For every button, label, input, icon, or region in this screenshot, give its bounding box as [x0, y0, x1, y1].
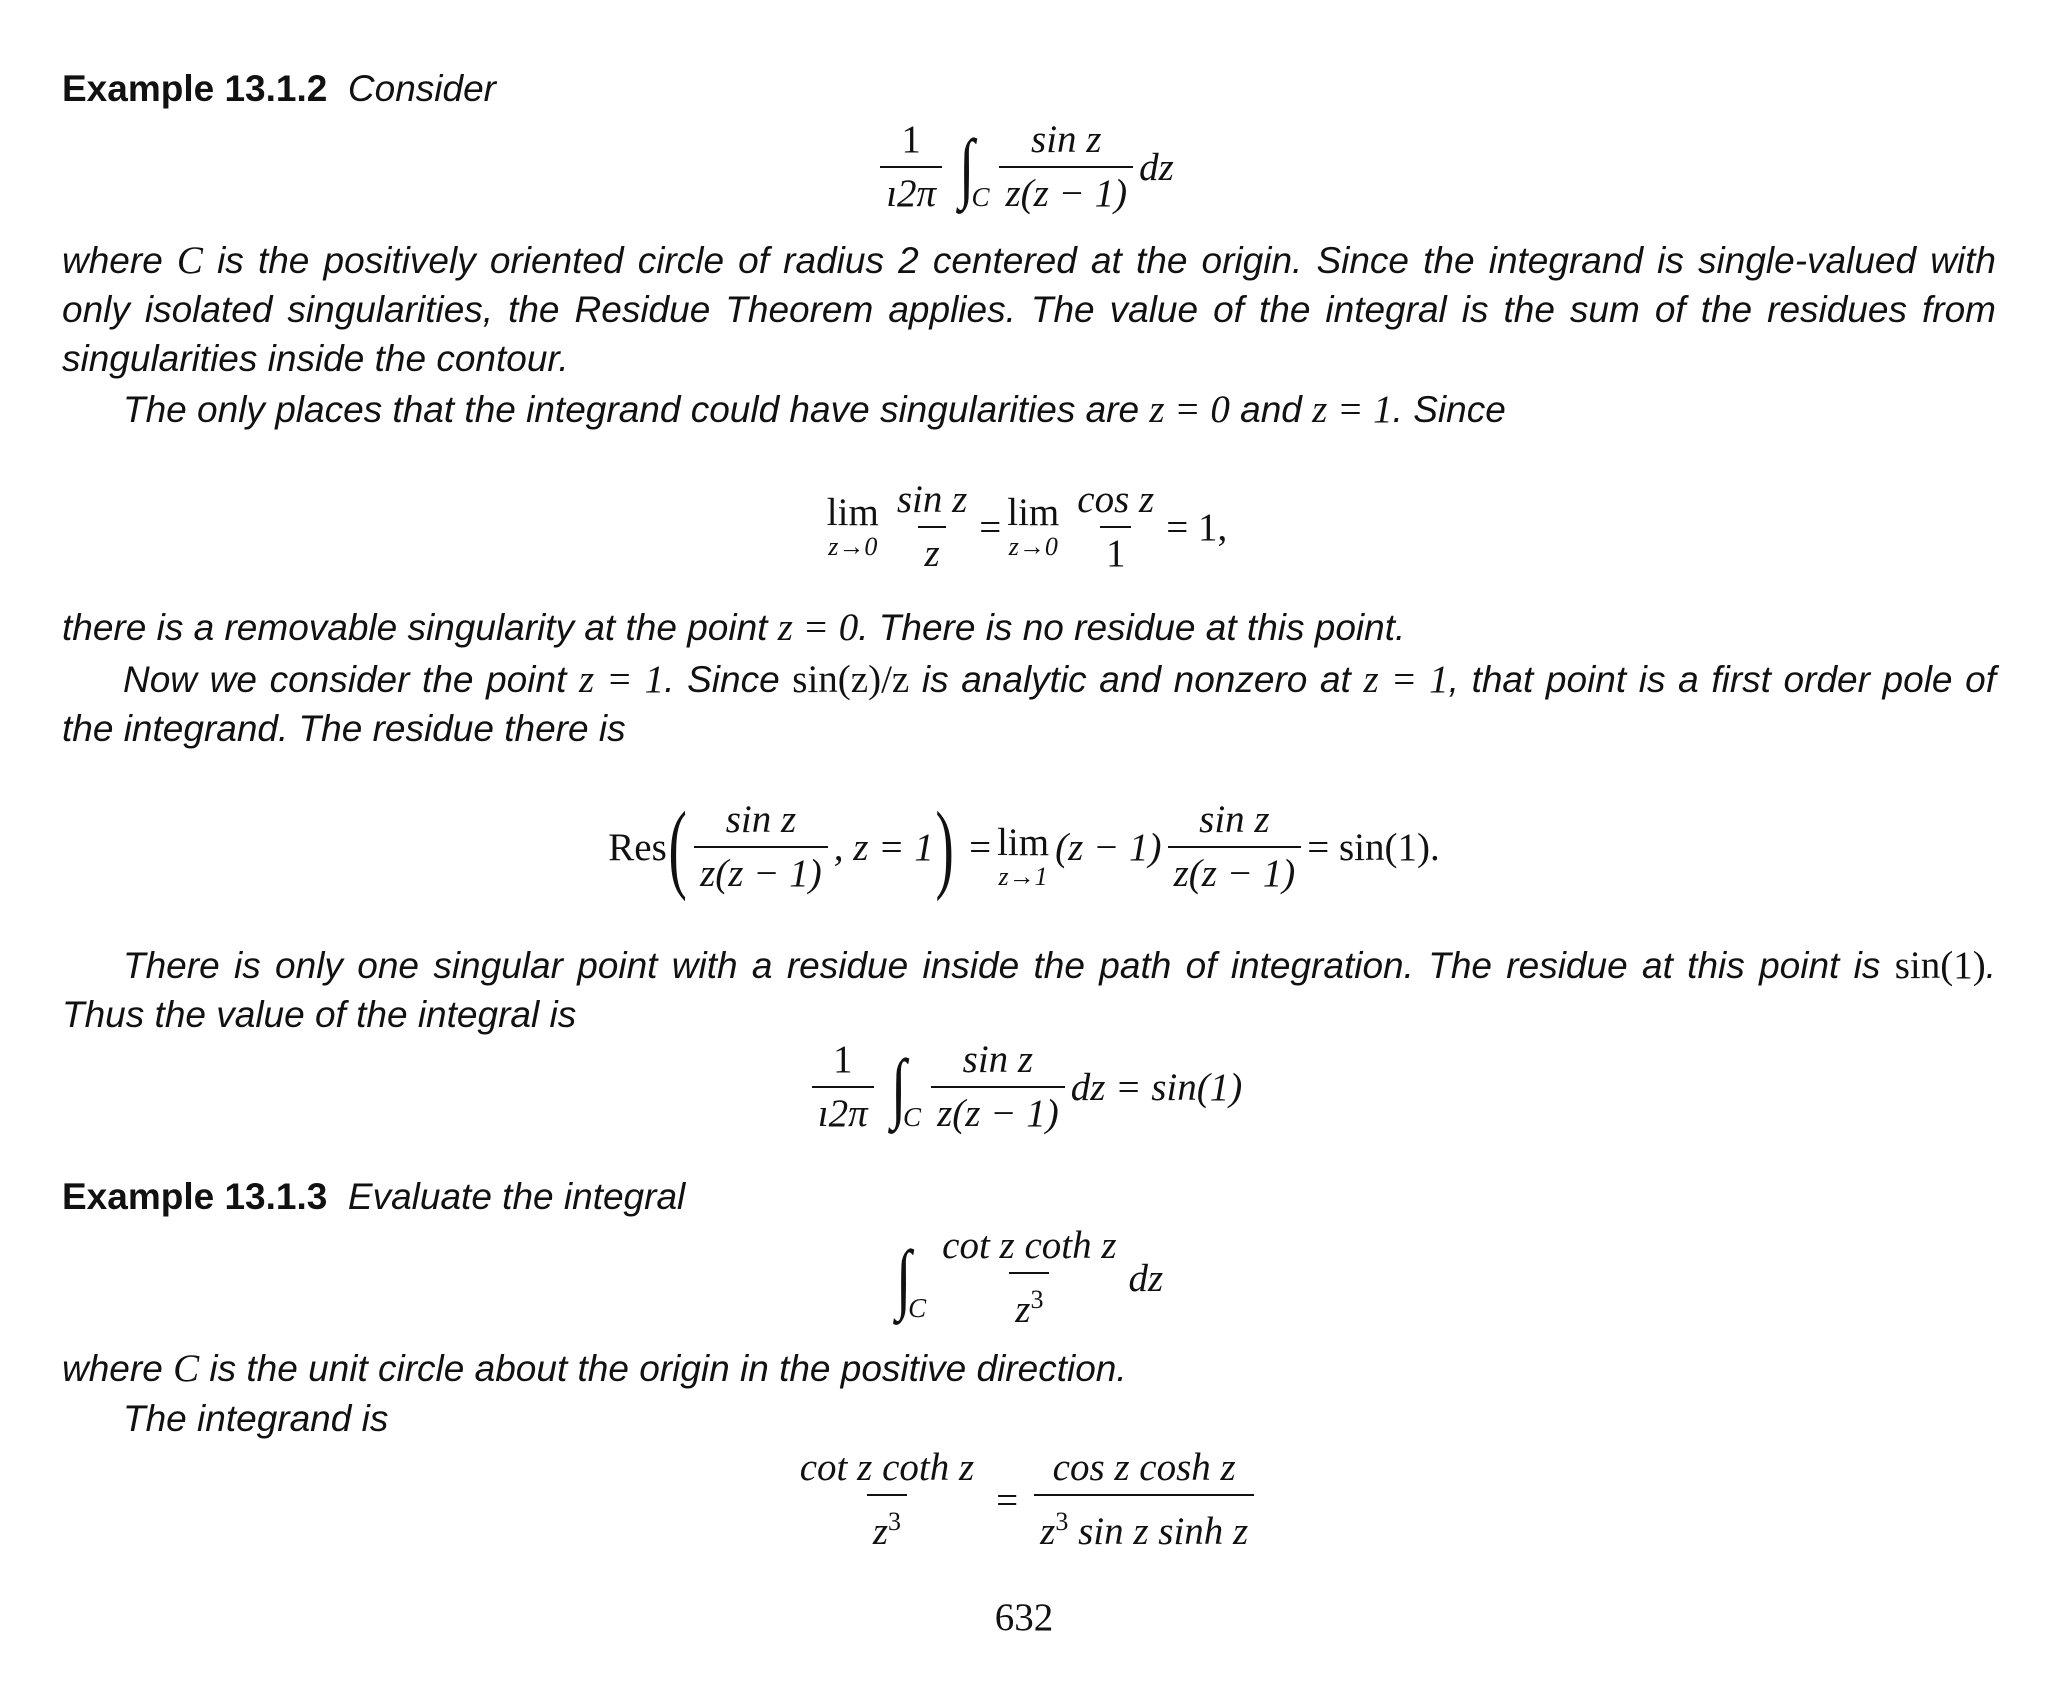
limit-fraction-2: $\frac{\text{cos z}}{1}$	[1077, 478, 1155, 575]
cot-coth-integral-sign: ∫ C	[895, 1234, 927, 1323]
page-number: 632	[994, 1596, 1054, 1639]
pole-factor: (z − 1)	[1055, 825, 1162, 869]
paragraph-unit-circle: where C is the unit circle about the origin in the positive direction.	[62, 1347, 1127, 1390]
residue-point: , z = 1	[833, 825, 934, 869]
paragraph-removable-singularity: there is a removable singularity at the point z = 0. There is no residue at this point.	[62, 606, 1406, 649]
final-contour-integral-sign: ∫ C	[890, 1043, 922, 1132]
limit-operator-3: lim z→1	[997, 821, 1050, 891]
differential: dz	[1139, 145, 1174, 189]
one-over-i2pi: $\frac{1}{ı2\pi}$	[880, 118, 942, 216]
limit-result: = 1,	[1166, 505, 1228, 549]
residue-operator: Res	[608, 825, 667, 869]
paragraph-singularities: The only places that the integrand could have singularities are z = 0 and z = 1. Since	[123, 388, 1506, 431]
equals-sign: =	[979, 505, 1002, 549]
cot-coth-fraction: $\frac{\text{cot z coth z}}{z^3}$	[942, 1224, 1117, 1331]
residue-equation	[0, 787, 2048, 907]
paragraph-first-order-pole: Now we consider the point z = 1. Since sin(z)/z is analytic and nonzero at z = 1, that point is a first order pole of the integrand. The residue there is	[62, 658, 1996, 749]
paragraph-value-of-integral: There is only one singular point with a residue inside the path of integration. The residue at this point is sin(1). Thus the value of the integral is	[62, 944, 1996, 1035]
final-result: dz = sin(1)	[1070, 1065, 1243, 1109]
example-lead-2: Evaluate the integral	[347, 1176, 686, 1217]
example-heading: Example 13.1.2	[62, 68, 328, 109]
equals-sign-2: =	[969, 825, 992, 869]
integral-equation	[0, 112, 2048, 222]
residue-fraction-2: $\frac{\text{sin z}}{z(z - 1)}$	[1168, 798, 1302, 896]
example-13-1-3-heading-line	[62, 1172, 1996, 1221]
integrand-identity	[0, 1440, 2048, 1560]
final-integral-equation	[0, 1032, 2048, 1142]
example-heading-2: Example 13.1.3	[62, 1176, 328, 1217]
limit-operator: lim z→0	[826, 491, 879, 561]
cot-coth-differential: dz	[1128, 1256, 1164, 1300]
limit-operator-2: lim z→0	[1007, 491, 1060, 561]
integrand-rhs-fraction: $\frac{\text{cos z cosh z}}{z^3 \sin z \sinh z}$	[1034, 1446, 1254, 1554]
residue-result: = sin(1).	[1307, 825, 1440, 869]
example-13-1-2-heading-line	[62, 64, 1996, 113]
paragraph-integrand-is: The integrand is	[123, 1398, 389, 1439]
left-paren: (	[668, 791, 687, 902]
example-lead: Consider	[347, 68, 496, 109]
paragraph-contour-description: where C is the positively oriented circle of radius 2 centered at the origin. Since the integrand is single-valued with only isolated singularities, the Residue Theorem applies. The value of the integral is the sum of the residues from singularities inside the contour.	[62, 239, 1996, 379]
equals-sign-3: =	[996, 1478, 1019, 1522]
limit-equation	[0, 472, 2048, 582]
final-integrand-fraction: $\frac{\text{sin z}}{z(z - 1)}$	[931, 1038, 1065, 1136]
final-one-over-i2pi: $\frac{1}{ı2\pi}$	[812, 1038, 874, 1136]
contour-integral-sign: ∫ C	[959, 123, 990, 212]
integrand-lhs-fraction: $\frac{\text{cot z coth z}}{z^3}$	[799, 1446, 975, 1553]
limit-fraction-1: $\frac{\text{sin z}}{z}$	[896, 478, 968, 575]
residue-fraction: $\frac{\text{sin z}}{z(z - 1)}$	[694, 798, 828, 896]
integrand-fraction: $\frac{\text{sin z}}{z(z - 1)}$	[999, 118, 1133, 216]
cot-coth-integral	[0, 1218, 2048, 1338]
right-paren: )	[935, 791, 954, 902]
